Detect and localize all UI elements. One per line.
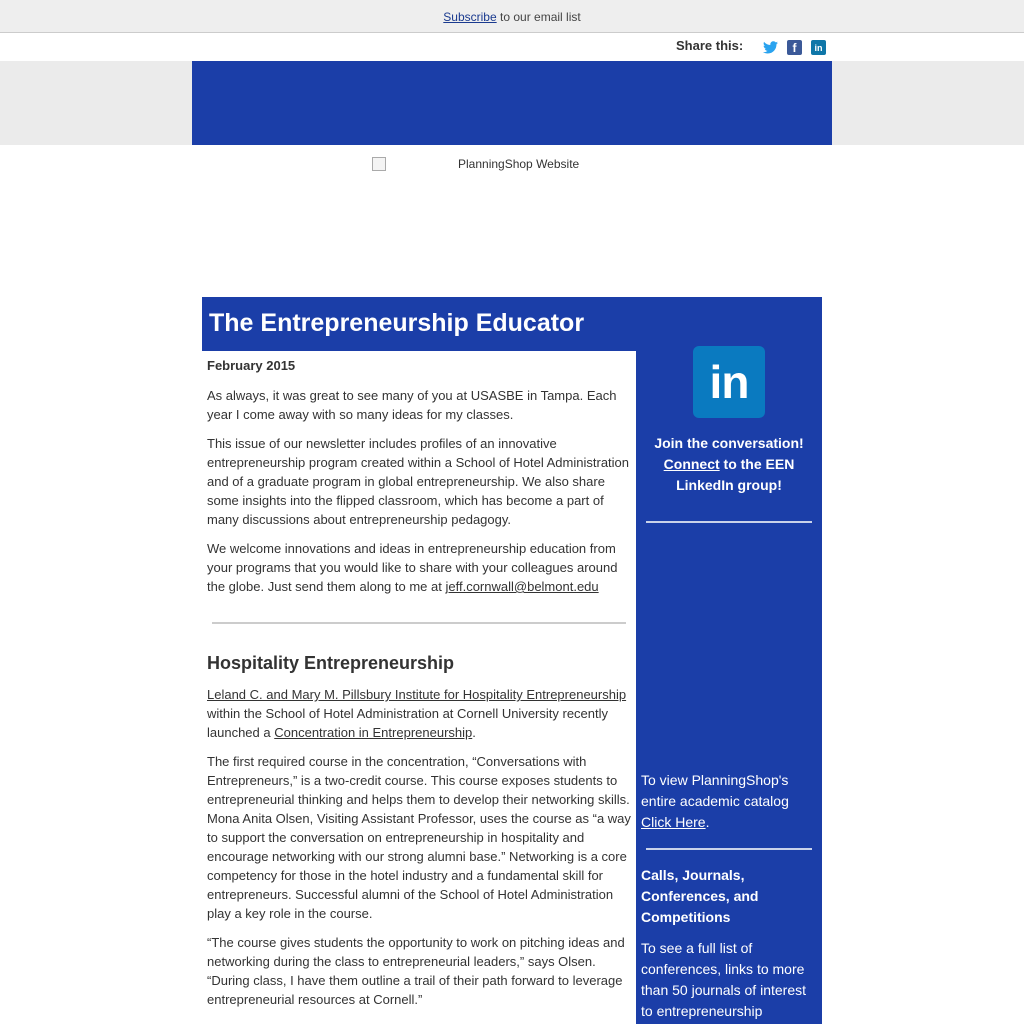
intro-paragraph-1: As always, it was great to see many of you at USASBE in Tampa. Each year I come away with so many ideas for my classes. (207, 388, 617, 422)
broken-image-icon (372, 157, 386, 171)
catalog-text (641, 770, 817, 833)
section-heading: Hospitality Entrepreneurship (207, 653, 455, 673)
intro-p3-text: We welcome innovations and ideas in entrepreneurship education from your programs that you would like to share with your colleagues around the globe. Just send them along to me at (207, 541, 618, 594)
connect-link[interactable]: Connect (663, 456, 720, 472)
join-line1: Join the conversation! (654, 435, 804, 451)
subscribe-bar (0, 0, 1024, 33)
newsletter-title: The Entrepreneurship Educator (209, 309, 585, 337)
pillsbury-institute-link[interactable]: Leland C. and Mary M. Pillsbury Institute for Hospitality Entrepreneurship (207, 687, 627, 702)
logo-alt-text: PlanningShop Website (458, 157, 580, 171)
join-line2: to the EEN LinkedIn group! (676, 456, 795, 493)
section-paragraph-1 (207, 685, 632, 742)
section-paragraph-3: “The course gives students the opportunity to work on pitching ideas and networking during the class to entrepreneurial leaders,” says Olsen. “During class, I have them outline a trail of their path forward to leverage entrepreneurial resources at Cornell.” (207, 935, 625, 1007)
section-divider (212, 622, 626, 624)
linkedin-icon[interactable]: in (693, 346, 765, 418)
intro-paragraph-3 (207, 539, 632, 596)
join-conversation (642, 433, 816, 496)
twitter-icon[interactable] (763, 40, 778, 55)
catalog-link[interactable]: Click Here (641, 814, 706, 830)
email-link[interactable]: jeff.cornwall@belmont.edu (445, 579, 599, 594)
concentration-link[interactable]: Concentration in Entrepreneurship (274, 725, 473, 740)
issue-date: February 2015 (207, 358, 296, 373)
subscribe-link[interactable]: Subscribe (443, 10, 497, 24)
share-bar (0, 34, 1024, 61)
sidebar-divider (646, 521, 812, 523)
linkedin-share-icon[interactable]: in (811, 40, 826, 55)
share-label: Share this: (676, 38, 744, 53)
catalog-end: . (705, 814, 710, 830)
newsletter-title-bar (202, 297, 636, 351)
catalog-intro: To view PlanningShop's entire academic catalog (641, 772, 789, 809)
newsletter-body (207, 356, 632, 1019)
s1-end: . (472, 725, 476, 740)
sidebar-divider (646, 848, 812, 850)
intro-paragraph-2: This issue of our newsletter includes profiles of an innovative entrepreneurship program created within a School of Hotel Administration and of a graduate program in global entrepreneurship. We also share some insights into the flipped classroom, which has become a part of many discussions about entrepreneurship pedagogy. (207, 436, 630, 527)
subscribe-text: to our email list (496, 10, 581, 24)
facebook-icon[interactable]: f (787, 40, 802, 55)
sidebar (636, 297, 822, 1024)
planningshop-logo[interactable] (372, 155, 612, 173)
calls-text: To see a full list of conferences, links to more than 50 journals of interest to entrepreneurship (641, 940, 806, 1019)
calls-heading: Calls, Journals, Conferences, and Competitions (641, 867, 759, 925)
s1-text: within the School of Hotel Administration at Cornell University recently launched a (207, 706, 609, 740)
header-banner (192, 61, 832, 145)
section-paragraph-2: The first required course in the concentration, “Conversations with Entrepreneurs,” is a two-credit course. This course exposes students to entrepreneurial thinking and helps them to develop their networking skills. Mona Anita Olsen, Visiting Assistant Professor, uses the course as “a way to support the conversation on entrepreneurship in hospitality and encourage networking with our strong alumni base.” Networking is a core competency for those in the hotel industry and a fundamental skill for entrepreneurs. Successful alumni of the School of Hotel Administration play a key role in the course. (207, 754, 631, 921)
